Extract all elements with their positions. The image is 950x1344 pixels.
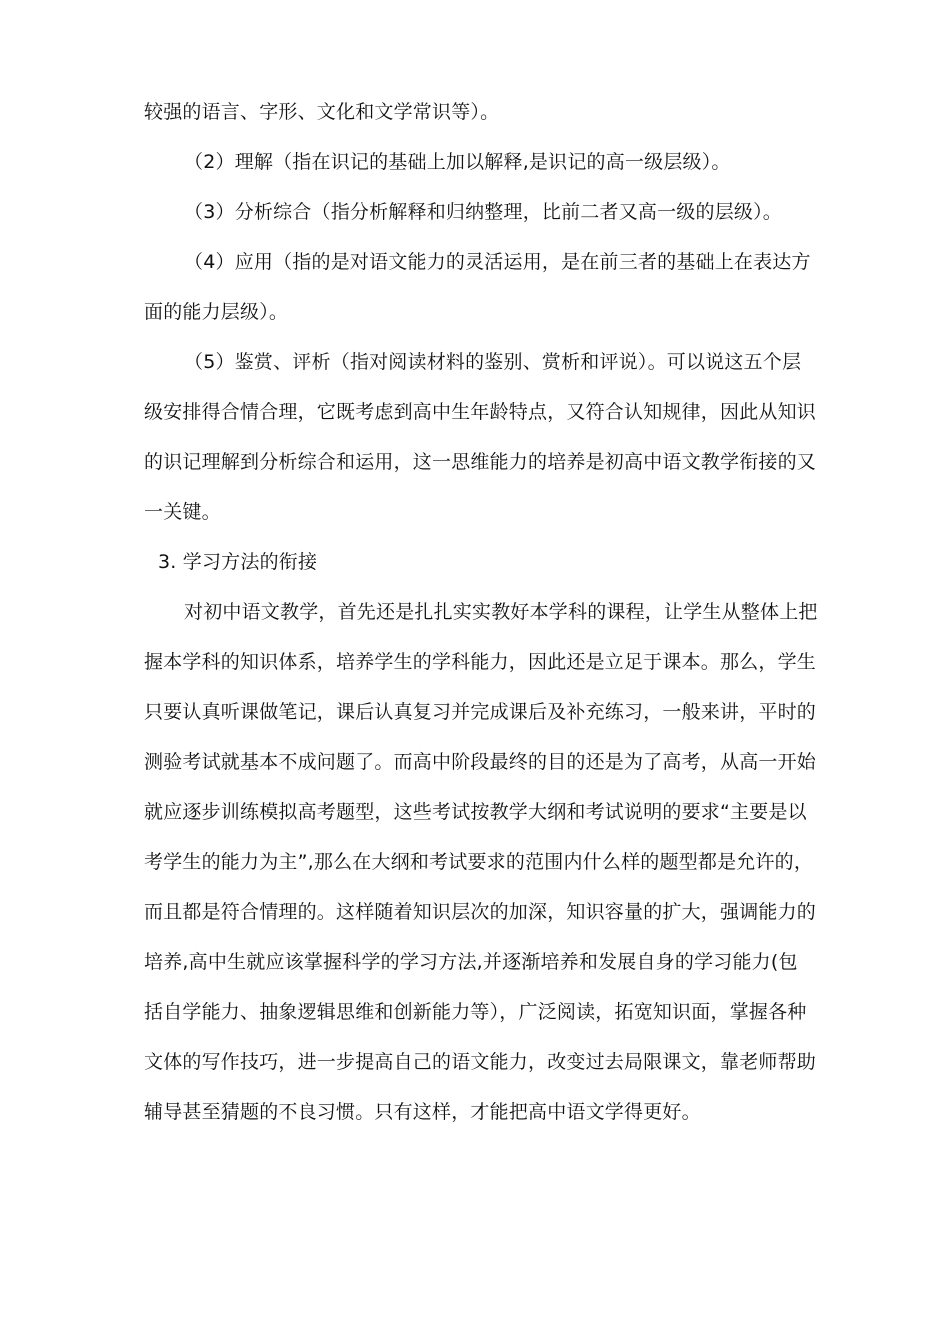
text-line: 的识记理解到分析综合和运用，这一思维能力的培养是初高中语文教学衔接的又 <box>144 451 817 473</box>
list-item-understanding: （2）理解（指在识记的基础上加以解释,是识记的高一级层级）。 <box>184 151 731 173</box>
text-line: 文体的写作技巧，进一步提高自己的语文能力，改变过去局限课文，靠老师帮助 <box>144 1051 817 1073</box>
text-line: 辅导甚至猜题的不良习惯。只有这样，才能把高中语文学得更好。 <box>144 1101 701 1123</box>
text-line: 括自学能力、抽象逻辑思维和创新能力等），广泛阅读，拓宽知识面，掌握各种 <box>144 1001 807 1023</box>
text-line: 较强的语言、字形、文化和文学常识等）。 <box>144 101 500 123</box>
list-item-appreciation: （5）鉴赏、评析（指对阅读材料的鉴别、赏析和评说）。可以说这五个层 <box>184 351 802 373</box>
text-line: 级安排得合情合理，它既考虑到高中生年龄特点，又符合认知规律，因此从知识 <box>144 401 817 423</box>
list-item-analysis: （3）分析综合（指分析解释和归纳整理，比前二者又高一级的层级）。 <box>184 201 782 223</box>
text-line: 一关键。 <box>144 501 221 523</box>
text-line: 而且都是符合情理的。这样随着知识层次的加深，知识容量的扩大，强调能力的 <box>144 901 817 923</box>
text-line: 考学生的能力为主”,那么在大纲和考试要求的范围内什么样的题型都是允许的， <box>144 851 814 873</box>
paragraph-first-line: 对初中语文教学，首先还是扎扎实实教好本学科的课程，让学生从整体上把 <box>184 601 818 623</box>
text-line: 培养,高中生就应该掌握科学的学习方法,并逐渐培养和发展自身的学习能力(包 <box>144 951 798 973</box>
text-line: 握本学科的知识体系，培养学生的学科能力，因此还是立足于课本。那么，学生 <box>144 651 817 673</box>
section-heading: 3. 学习方法的衔接 <box>158 551 318 573</box>
text-line: 只要认真听课做笔记，课后认真复习并完成课后及补充练习，一般来讲，平时的 <box>144 701 817 723</box>
text-line: 测验考试就基本不成问题了。而高中阶段最终的目的还是为了高考，从高一开始 <box>144 751 817 773</box>
list-item-application: （4）应用（指的是对语文能力的灵活运用，是在前三者的基础上在表达方 <box>184 251 811 273</box>
text-line: 就应逐步训练模拟高考题型，这些考试按教学大纲和考试说明的要求“主要是以 <box>144 801 807 823</box>
text-line: 面的能力层级）。 <box>144 301 289 323</box>
